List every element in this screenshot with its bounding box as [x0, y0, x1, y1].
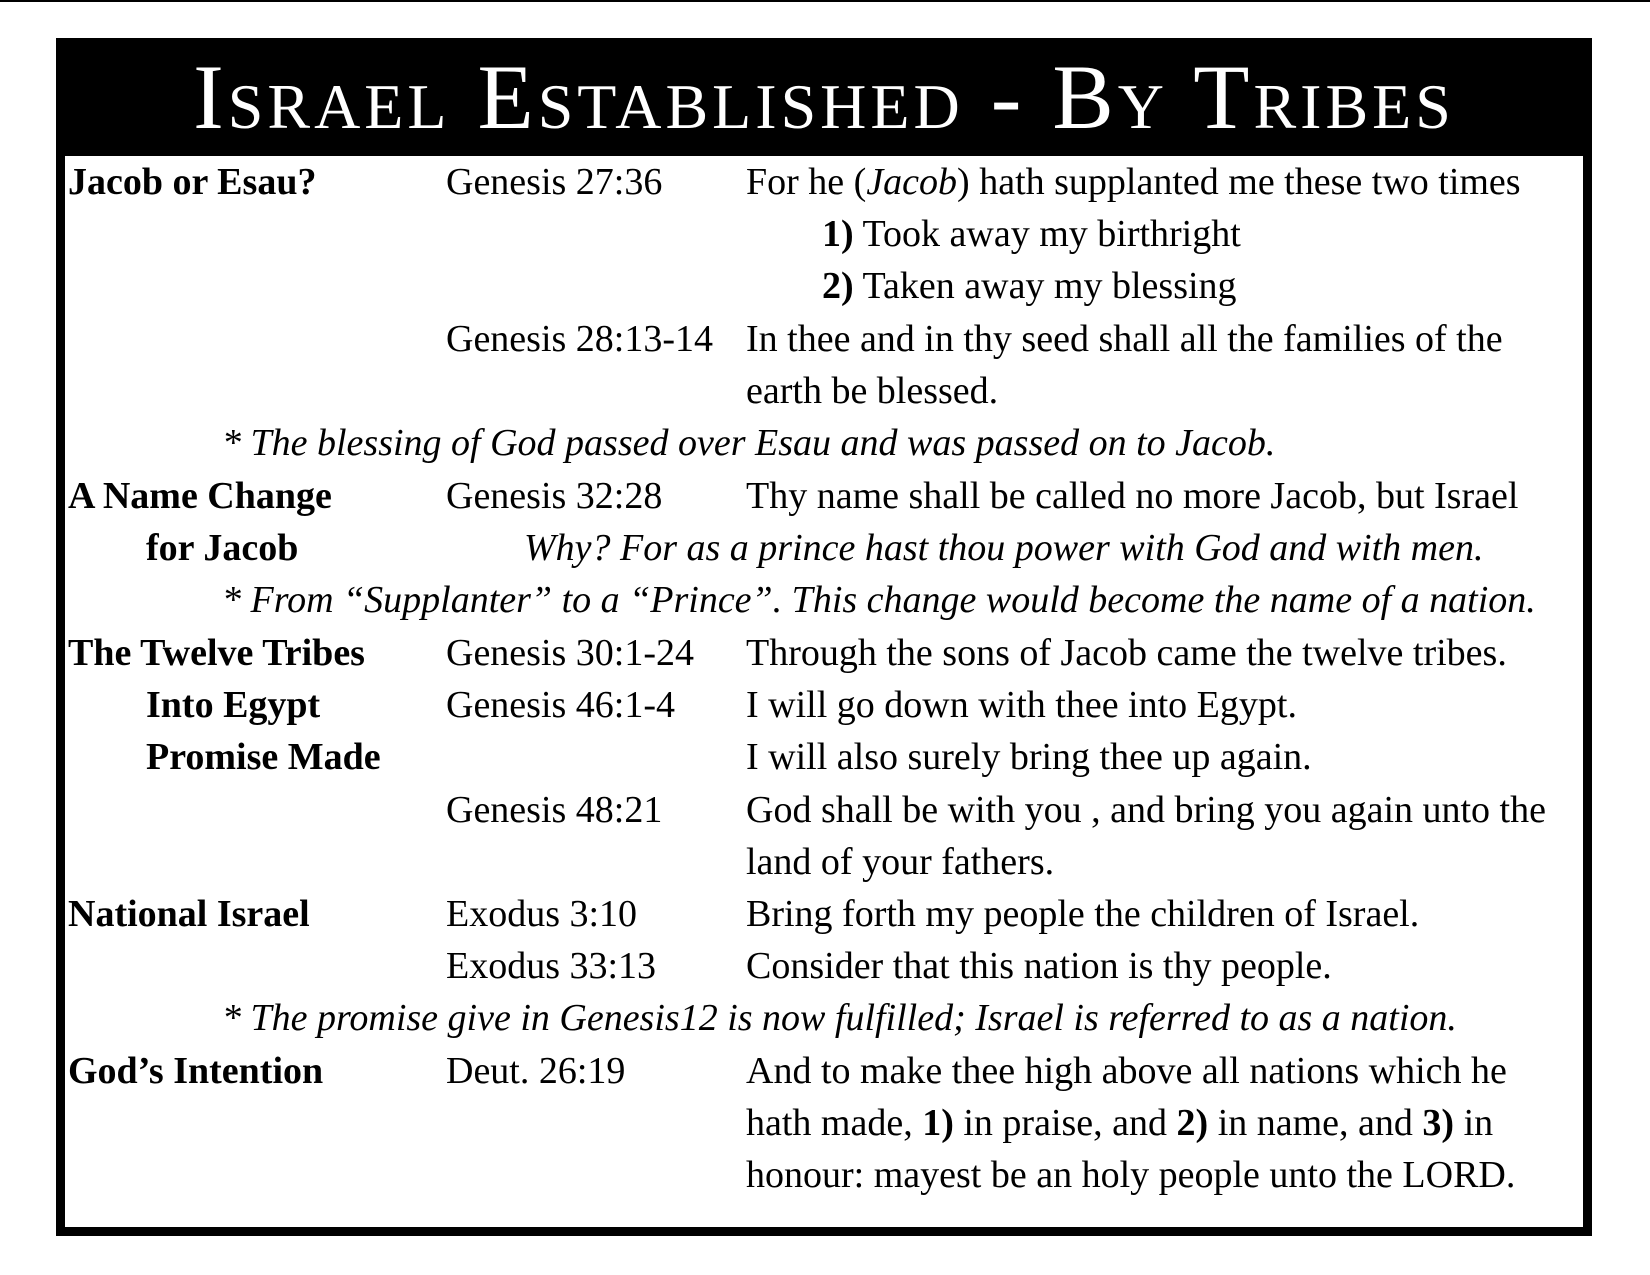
item-text: Taken away my blessing: [853, 265, 1237, 307]
list-item-birthright: [822, 208, 1241, 260]
verse-text: I will also surely bring thee up again.: [746, 736, 1312, 778]
verse-text-part: For he (: [746, 161, 867, 203]
verse-text: Through the sons of Jacob came the twelve tribes.: [746, 632, 1507, 674]
topic-jacob-esau: Jacob or Esau?: [68, 161, 317, 203]
verse-text: Consider that this nation is thy people.: [746, 945, 1332, 987]
ref-deut-26-19: Deut. 26:19: [446, 1050, 626, 1092]
topic-promise-made: Promise Made: [146, 736, 381, 778]
verse-text: earth be blessed.: [746, 370, 999, 412]
ref-exodus-3-10: Exodus 3:10: [446, 893, 638, 935]
verse-text: God shall be with you , and bring you again unto the: [746, 789, 1546, 831]
ref-genesis-48-21: Genesis 48:21: [446, 789, 663, 831]
item-number: 3): [1422, 1102, 1455, 1144]
ref-genesis-32-28: Genesis 32:28: [446, 475, 663, 517]
topic-name-change: A Name Change: [68, 475, 332, 517]
list-item-blessing: [822, 260, 1237, 312]
why-line: Why? For as a prince hast thou power with God and with men.: [524, 527, 1484, 569]
verse-text: land of your fathers.: [746, 841, 1055, 883]
note-prince: * From “Supplanter” to a “Prince”. This change would become the name of a nation.: [222, 579, 1536, 621]
verse-text-part: in name, and: [1208, 1102, 1423, 1144]
item-number: 1): [822, 213, 854, 255]
topic-twelve-tribes: The Twelve Tribes: [68, 632, 365, 674]
ref-exodus-33-13: Exodus 33:13: [446, 945, 657, 987]
verse-text: I will go down with thee into Egypt.: [746, 684, 1297, 726]
ref-genesis-30-1-24: Genesis 30:1-24: [446, 632, 695, 674]
note-blessing: * The blessing of God passed over Esau and was passed on to Jacob.: [222, 422, 1276, 464]
topic-national-israel: National Israel: [68, 893, 310, 935]
topic-into-egypt: Into Egypt: [146, 684, 321, 726]
verse-text-part: hath made,: [746, 1102, 923, 1144]
verse-text-part: in praise, and: [953, 1102, 1177, 1144]
verse-text: honour: mayest be an holy people unto the LORD.: [746, 1154, 1516, 1196]
verse-text: [746, 1097, 1493, 1149]
item-number: 2): [1176, 1102, 1209, 1144]
verse-text-part: in: [1454, 1102, 1494, 1144]
top-rule: [0, 0, 1650, 2]
topic-name-change-sub: for Jacob: [146, 527, 299, 569]
verse-text: In thee and in thy seed shall all the families of the: [746, 318, 1503, 360]
item-number: 1): [922, 1102, 954, 1144]
page-title: Israel Established - By Tribes: [193, 46, 1455, 148]
verse-text: Thy name shall be called no more Jacob, but Israel: [746, 475, 1519, 517]
verse-text-part: ) hath supplanted me these two times: [957, 161, 1521, 203]
ref-genesis-28-13-14: Genesis 28:13-14: [446, 318, 714, 360]
verse-text: Bring forth my people the children of Israel.: [746, 893, 1420, 935]
item-number: 2): [822, 265, 854, 307]
verse-text-italic: Jacob: [866, 161, 958, 203]
verse-text: [746, 156, 1521, 208]
item-text: Took away my birthright: [853, 213, 1241, 255]
note-nation: * The promise give in Genesis12 is now fulfilled; Israel is referred to as a nation.: [222, 997, 1457, 1039]
ref-genesis-27-36: Genesis 27:36: [446, 161, 663, 203]
ref-genesis-46-1-4: Genesis 46:1-4: [446, 684, 676, 726]
verse-text: And to make thee high above all nations which he: [746, 1050, 1507, 1092]
topic-gods-intention: God’s Intention: [68, 1050, 324, 1092]
